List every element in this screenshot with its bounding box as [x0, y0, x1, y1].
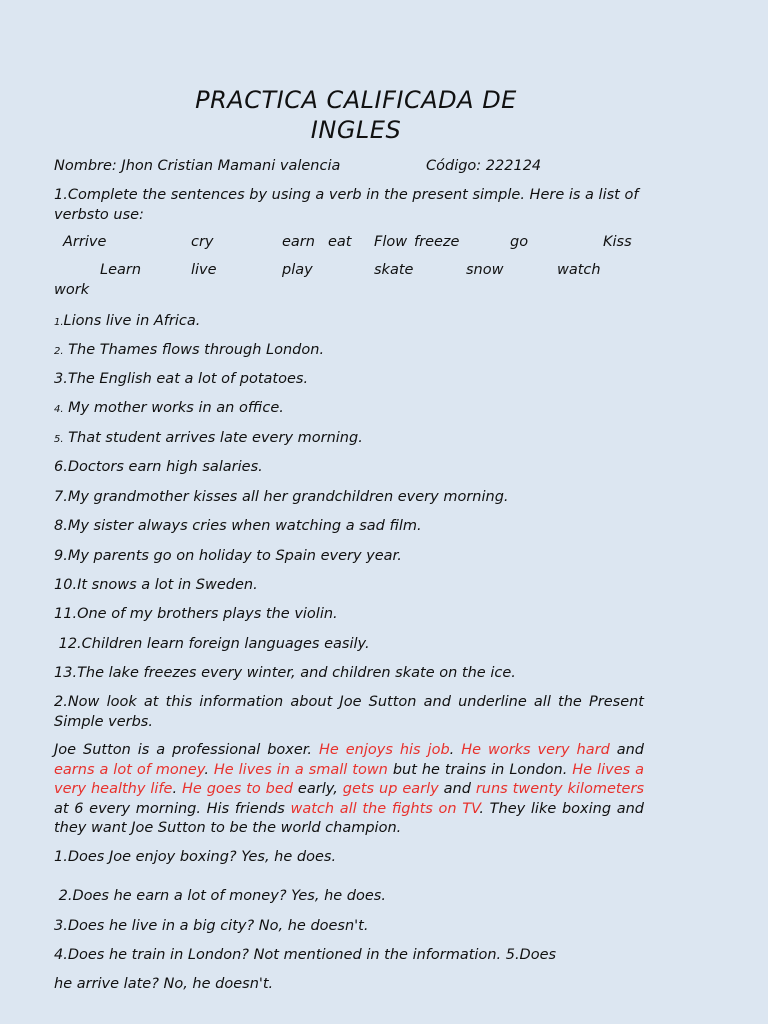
answer-item: 2.Does he earn a lot of money? Yes, he does.	[54, 888, 386, 904]
document-title-line1: PRACTICA CALIFICADA DE	[195, 86, 517, 114]
sentence-number: 10.	[54, 577, 78, 593]
paragraph-fragment: .	[204, 761, 214, 778]
verb-word: cry	[191, 234, 214, 250]
verb-word: go	[510, 234, 529, 250]
sentence-item	[54, 370, 644, 390]
paragraph-fragment: and	[609, 742, 644, 758]
sentence-item	[54, 341, 644, 362]
present-simple-highlight: gets up early	[342, 781, 439, 797]
sentence-text: My parents go on holiday to Spain every year.	[67, 548, 402, 564]
sentence-number: 1.	[54, 317, 64, 328]
sentence-item	[54, 458, 644, 478]
paragraph-fragment: early,	[293, 781, 343, 797]
joe-sutton-paragraph	[54, 741, 644, 839]
student-code: Código: 222124	[426, 158, 542, 174]
present-simple-highlight: watch all the fights on TV	[290, 800, 480, 817]
sentence-number: 11.	[54, 606, 78, 622]
sentence-number: 12.	[54, 636, 82, 652]
sentence-item	[54, 635, 644, 655]
verb-word: Flow	[374, 234, 408, 250]
sentence-item	[54, 517, 644, 537]
sentence-text: The English eat a lot of potatoes.	[67, 371, 309, 387]
sentence-text: My sister always cries when watching a sad film.	[67, 518, 422, 534]
sentence-item	[54, 488, 644, 508]
paragraph-fragment: .	[172, 781, 182, 797]
student-name: Nombre: Jhon Cristian Mamani valencia	[54, 158, 341, 174]
sentence-item	[54, 576, 644, 596]
present-simple-highlight: He lives in a small town	[213, 761, 388, 778]
answer-item: 4.Does he train in London? Not mentioned in the information. 5.Does	[54, 947, 557, 963]
verb-word: snow	[466, 262, 504, 278]
exercise2-instruction: 2.Now look at this information about Joe Sutton and underline all the Present Simple verbs.	[54, 694, 644, 730]
verb-word: watch	[557, 262, 601, 278]
verb-word: earn	[282, 234, 315, 250]
verb-word: Learn	[100, 262, 142, 278]
verb-word: live	[191, 262, 217, 278]
present-simple-highlight: runs twenty kilometers	[475, 781, 644, 797]
sentence-item	[54, 664, 644, 684]
sentence-number: 5.	[54, 434, 64, 445]
sentence-item	[54, 547, 644, 567]
sentence-number: 2.	[54, 346, 64, 357]
sentence-number: 9.	[54, 548, 68, 564]
present-simple-highlight: He enjoys his job	[318, 742, 450, 758]
sentence-item	[54, 605, 644, 625]
sentence-number: 6.	[54, 459, 68, 475]
sentence-text: My grandmother kisses all her grandchildren every morning.	[67, 489, 509, 505]
verb-word: skate	[374, 262, 414, 278]
verb-word: freeze	[414, 234, 460, 250]
paragraph-fragment: . They like boxing and they want Joe Sutton to be the world champion.	[54, 800, 644, 836]
sentence-text: That student arrives late every morning.	[63, 430, 363, 446]
verb-word: Arrive	[63, 234, 107, 250]
verb-word: Kiss	[603, 234, 632, 250]
paragraph-fragment: at 6 every morning. His friends	[54, 800, 291, 817]
paragraph-fragment: Joe Sutton is a professional boxer.	[54, 742, 319, 758]
present-simple-highlight: He works very hard	[461, 742, 610, 758]
present-simple-highlight: earns a lot of money	[54, 761, 205, 778]
answer-item: 3.Does he live in a big city? No, he doesn't.	[54, 918, 369, 934]
paragraph-fragment: but he trains in London.	[387, 761, 573, 778]
verb-word: work	[54, 282, 90, 298]
sentence-text: It snows a lot in Sweden.	[77, 577, 258, 593]
sentence-number: 3.	[54, 371, 68, 387]
sentence-text: Children learn foreign languages easily.	[81, 636, 370, 652]
sentence-number: 13.	[54, 665, 78, 681]
sentence-number: 7.	[54, 489, 68, 505]
sentence-text: My mother works in an office.	[63, 400, 284, 416]
paragraph-fragment: and	[438, 781, 476, 797]
verb-word: play	[282, 262, 313, 278]
present-simple-highlight: He lives a very healthy life	[54, 761, 644, 797]
present-simple-highlight: He goes to bed	[181, 781, 294, 797]
sentence-number: 4.	[54, 404, 64, 415]
sentence-text: One of my brothers plays the violin.	[77, 606, 338, 622]
sentence-item	[54, 399, 644, 420]
verb-word: eat	[328, 234, 352, 250]
sentence-item	[54, 429, 644, 450]
exercise1-instruction: 1.Complete the sentences by using a verb in the present simple. Here is a list of verbsto use:	[54, 187, 639, 223]
answer-item: he arrive late? No, he doesn't.	[54, 976, 274, 992]
sentence-item	[54, 312, 644, 333]
answer-item: 1.Does Joe enjoy boxing? Yes, he does.	[54, 849, 337, 865]
sentence-text: The lake freezes every winter, and children skate on the ice.	[77, 665, 516, 681]
sentence-text: Doctors earn high salaries.	[67, 459, 263, 475]
sentence-text: Lions live in Africa.	[63, 313, 201, 329]
paragraph-fragment: .	[449, 742, 462, 758]
sentence-text: The Thames flows through London.	[63, 342, 325, 358]
sentence-number: 8.	[54, 518, 68, 534]
document-title-line2: INGLES	[310, 116, 402, 144]
